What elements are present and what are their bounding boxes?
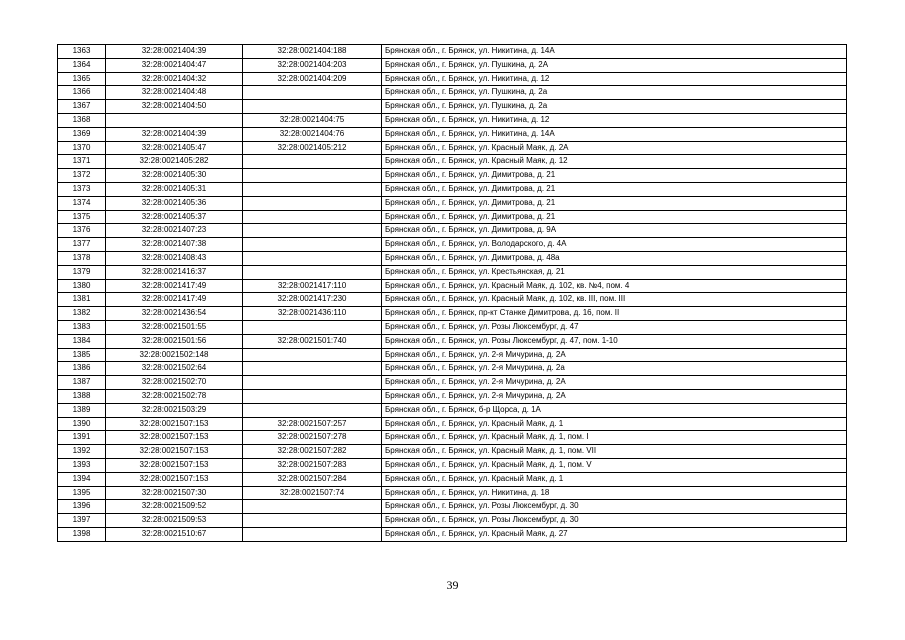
row-number-cell: 1370 [58,141,106,155]
address-cell: Брянская обл., г. Брянск, ул. 2-я Мичурина, д. 2А [382,348,847,362]
table-row [58,431,847,445]
row-number-cell: 1392 [58,445,106,459]
cadastral-number-cell: 32:28:0021501:56 [106,334,243,348]
page-number: 39 [446,578,459,592]
object-number-cell: 32:28:0021507:257 [243,417,382,431]
object-number-cell [243,238,382,252]
object-number-cell [243,527,382,541]
address-cell: Брянская обл., г. Брянск, ул. Димитрова, д. 21 [382,169,847,183]
table-row [58,58,847,72]
cadastral-number-cell: 32:28:0021417:49 [106,293,243,307]
row-number-cell: 1382 [58,307,106,321]
cadastral-number-cell: 32:28:0021510:67 [106,527,243,541]
object-number-cell: 32:28:0021417:110 [243,279,382,293]
address-cell: Брянская обл., г. Брянск, ул. 2-я Мичурина, д. 2А [382,389,847,403]
object-number-cell: 32:28:0021507:283 [243,458,382,472]
row-number-cell: 1378 [58,251,106,265]
cadastral-number-cell: 32:28:0021404:48 [106,86,243,100]
table-row [58,113,847,127]
row-number-cell: 1391 [58,431,106,445]
address-cell: Брянская обл., г. Брянск, ул. Димитрова, д. 21 [382,210,847,224]
address-cell: Брянская обл., г. Брянск, ул. Розы Люксембург, д. 30 [382,500,847,514]
cadastral-number-cell: 32:28:0021405:36 [106,196,243,210]
row-number-cell: 1367 [58,100,106,114]
cadastral-number-cell: 32:28:0021407:23 [106,224,243,238]
row-number-cell: 1387 [58,376,106,390]
cadastral-number-cell: 32:28:0021509:52 [106,500,243,514]
cadastral-number-cell: 32:28:0021404:32 [106,72,243,86]
table-row [58,348,847,362]
row-number-cell: 1381 [58,293,106,307]
table-row [58,182,847,196]
object-number-cell [243,224,382,238]
row-number-cell: 1386 [58,362,106,376]
table-row [58,458,847,472]
address-cell: Брянская обл., г. Брянск, ул. Никитина, д. 14А [382,127,847,141]
cadastral-number-cell: 32:28:0021407:38 [106,238,243,252]
address-cell: Брянская обл., г. Брянск, ул. Володарского, д. 4А [382,238,847,252]
cadastral-number-cell: 32:28:0021502:64 [106,362,243,376]
table-row [58,196,847,210]
object-number-cell [243,100,382,114]
cadastral-number-cell: 32:28:0021405:37 [106,210,243,224]
object-number-cell [243,514,382,528]
cadastral-number-cell: 32:28:0021404:39 [106,127,243,141]
table-row [58,527,847,541]
table-row [58,445,847,459]
object-number-cell [243,251,382,265]
object-number-cell: 32:28:0021436:110 [243,307,382,321]
cadastral-number-cell: 32:28:0021502:78 [106,389,243,403]
object-number-cell [243,389,382,403]
cadastral-number-cell: 32:28:0021408:43 [106,251,243,265]
cadastral-number-cell: 32:28:0021507:153 [106,458,243,472]
table-row [58,265,847,279]
address-cell: Брянская обл., г. Брянск, ул. Красный Маяк, д. 1 [382,472,847,486]
table-row [58,224,847,238]
table-row [58,155,847,169]
address-cell: Брянская обл., г. Брянск, ул. 2-я Мичурина, д. 2а [382,362,847,376]
table-row [58,362,847,376]
cadastral-number-cell: 32:28:0021417:49 [106,279,243,293]
row-number-cell: 1396 [58,500,106,514]
table-row [58,210,847,224]
table-row [58,514,847,528]
address-cell: Брянская обл., г. Брянск, пр-кт Станке Димитрова, д. 16, пом. II [382,307,847,321]
address-cell: Брянская обл., г. Брянск, ул. Красный Маяк, д. 102, кв. III, пом. III [382,293,847,307]
cadastral-number-cell: 32:28:0021507:153 [106,445,243,459]
address-cell: Брянская обл., г. Брянск, ул. Димитрова, д. 9А [382,224,847,238]
cadastral-number-cell: 32:28:0021507:153 [106,417,243,431]
row-number-cell: 1390 [58,417,106,431]
row-number-cell: 1364 [58,58,106,72]
row-number-cell: 1373 [58,182,106,196]
table-row [58,251,847,265]
row-number-cell: 1368 [58,113,106,127]
address-cell: Брянская обл., г. Брянск, ул. Красный Маяк, д. 1 [382,417,847,431]
cadastral-number-cell: 32:28:0021502:148 [106,348,243,362]
address-cell: Брянская обл., г. Брянск, ул. Димитрова, д. 48а [382,251,847,265]
table-row [58,500,847,514]
address-cell: Брянская обл., г. Брянск, ул. Красный Маяк, д. 12 [382,155,847,169]
row-number-cell: 1394 [58,472,106,486]
object-number-cell: 32:28:0021507:282 [243,445,382,459]
table-row [58,307,847,321]
address-cell: Брянская обл., г. Брянск, ул. Красный Маяк, д. 27 [382,527,847,541]
row-number-cell: 1395 [58,486,106,500]
property-registry-table [57,44,847,542]
cadastral-number-cell [106,113,243,127]
address-cell: Брянская обл., г. Брянск, ул. Крестьянская, д. 21 [382,265,847,279]
table-row [58,127,847,141]
cadastral-number-cell: 32:28:0021405:47 [106,141,243,155]
object-number-cell: 32:28:0021404:188 [243,45,382,59]
row-number-cell: 1397 [58,514,106,528]
object-number-cell [243,320,382,334]
object-number-cell [243,196,382,210]
cadastral-number-cell: 32:28:0021405:282 [106,155,243,169]
cadastral-number-cell: 32:28:0021501:55 [106,320,243,334]
cadastral-number-cell: 32:28:0021507:30 [106,486,243,500]
address-cell: Брянская обл., г. Брянск, ул. Никитина, д. 18 [382,486,847,500]
row-number-cell: 1363 [58,45,106,59]
row-number-cell: 1389 [58,403,106,417]
row-number-cell: 1377 [58,238,106,252]
object-number-cell [243,348,382,362]
row-number-cell: 1374 [58,196,106,210]
row-number-cell: 1384 [58,334,106,348]
table-row [58,45,847,59]
address-cell: Брянская обл., г. Брянск, ул. Розы Люксембург, д. 47, пом. 1-10 [382,334,847,348]
cadastral-number-cell: 32:28:0021507:153 [106,472,243,486]
object-number-cell: 32:28:0021507:74 [243,486,382,500]
row-number-cell: 1385 [58,348,106,362]
row-number-cell: 1372 [58,169,106,183]
object-number-cell: 32:28:0021404:76 [243,127,382,141]
object-number-cell: 32:28:0021507:278 [243,431,382,445]
table-row [58,417,847,431]
object-number-cell [243,182,382,196]
table-row [58,334,847,348]
address-cell: Брянская обл., г. Брянск, ул. Красный Маяк, д. 1, пом. V [382,458,847,472]
object-number-cell: 32:28:0021404:203 [243,58,382,72]
address-cell: Брянская обл., г. Брянск, ул. Красный Маяк, д. 1, пом. I [382,431,847,445]
object-number-cell [243,500,382,514]
cadastral-number-cell: 32:28:0021416:37 [106,265,243,279]
address-cell: Брянская обл., г. Брянск, ул. Розы Люксембург, д. 30 [382,514,847,528]
address-cell: Брянская обл., г. Брянск, ул. Красный Маяк, д. 2А [382,141,847,155]
object-number-cell [243,265,382,279]
object-number-cell: 32:28:0021507:284 [243,472,382,486]
row-number-cell: 1398 [58,527,106,541]
cadastral-number-cell: 32:28:0021502:70 [106,376,243,390]
object-number-cell [243,210,382,224]
object-number-cell [243,362,382,376]
address-cell: Брянская обл., г. Брянск, ул. Пушкина, д. 2а [382,100,847,114]
object-number-cell: 32:28:0021404:75 [243,113,382,127]
row-number-cell: 1376 [58,224,106,238]
cadastral-number-cell: 32:28:0021405:30 [106,169,243,183]
address-cell: Брянская обл., г. Брянск, ул. Красный Маяк, д. 1, пом. VII [382,445,847,459]
address-cell: Брянская обл., г. Брянск, ул. Никитина, д. 12 [382,72,847,86]
table-row [58,403,847,417]
table-row [58,169,847,183]
cadastral-number-cell: 32:28:0021404:47 [106,58,243,72]
table-row [58,86,847,100]
cadastral-number-cell: 32:28:0021404:50 [106,100,243,114]
row-number-cell: 1375 [58,210,106,224]
table-row [58,320,847,334]
address-cell: Брянская обл., г. Брянск, ул. Красный Маяк, д. 102, кв. №4, пом. 4 [382,279,847,293]
table-row [58,389,847,403]
table-row [58,238,847,252]
row-number-cell: 1379 [58,265,106,279]
table-row [58,141,847,155]
cadastral-number-cell: 32:28:0021507:153 [106,431,243,445]
row-number-cell: 1369 [58,127,106,141]
address-cell: Брянская обл., г. Брянск, ул. Пушкина, д. 2А [382,58,847,72]
row-number-cell: 1383 [58,320,106,334]
row-number-cell: 1366 [58,86,106,100]
object-number-cell [243,169,382,183]
address-cell: Брянская обл., г. Брянск, ул. Димитрова, д. 21 [382,196,847,210]
object-number-cell: 32:28:0021417:230 [243,293,382,307]
object-number-cell [243,86,382,100]
table-row [58,293,847,307]
row-number-cell: 1371 [58,155,106,169]
address-cell: Брянская обл., г. Брянск, ул. Никитина, д. 14А [382,45,847,59]
cadastral-number-cell: 32:28:0021436:54 [106,307,243,321]
object-number-cell: 32:28:0021501:740 [243,334,382,348]
row-number-cell: 1380 [58,279,106,293]
object-number-cell [243,403,382,417]
table-row [58,279,847,293]
address-cell: Брянская обл., г. Брянск, ул. Пушкина, д. 2а [382,86,847,100]
cadastral-number-cell: 32:28:0021503:29 [106,403,243,417]
cadastral-number-cell: 32:28:0021509:53 [106,514,243,528]
cadastral-number-cell: 32:28:0021404:39 [106,45,243,59]
table-row [58,72,847,86]
address-cell: Брянская обл., г. Брянск, ул. Розы Люксембург, д. 47 [382,320,847,334]
object-number-cell [243,376,382,390]
table-row [58,376,847,390]
object-number-cell: 32:28:0021405:212 [243,141,382,155]
address-cell: Брянская обл., г. Брянск, ул. 2-я Мичурина, д. 2А [382,376,847,390]
table-row [58,472,847,486]
object-number-cell: 32:28:0021404:209 [243,72,382,86]
registry-table-body [58,45,847,542]
row-number-cell: 1365 [58,72,106,86]
table-row [58,100,847,114]
row-number-cell: 1388 [58,389,106,403]
address-cell: Брянская обл., г. Брянск, ул. Димитрова, д. 21 [382,182,847,196]
cadastral-number-cell: 32:28:0021405:31 [106,182,243,196]
row-number-cell: 1393 [58,458,106,472]
object-number-cell [243,155,382,169]
address-cell: Брянская обл., г. Брянск, б-р Щорса, д. 1А [382,403,847,417]
table-row [58,486,847,500]
address-cell: Брянская обл., г. Брянск, ул. Никитина, д. 12 [382,113,847,127]
